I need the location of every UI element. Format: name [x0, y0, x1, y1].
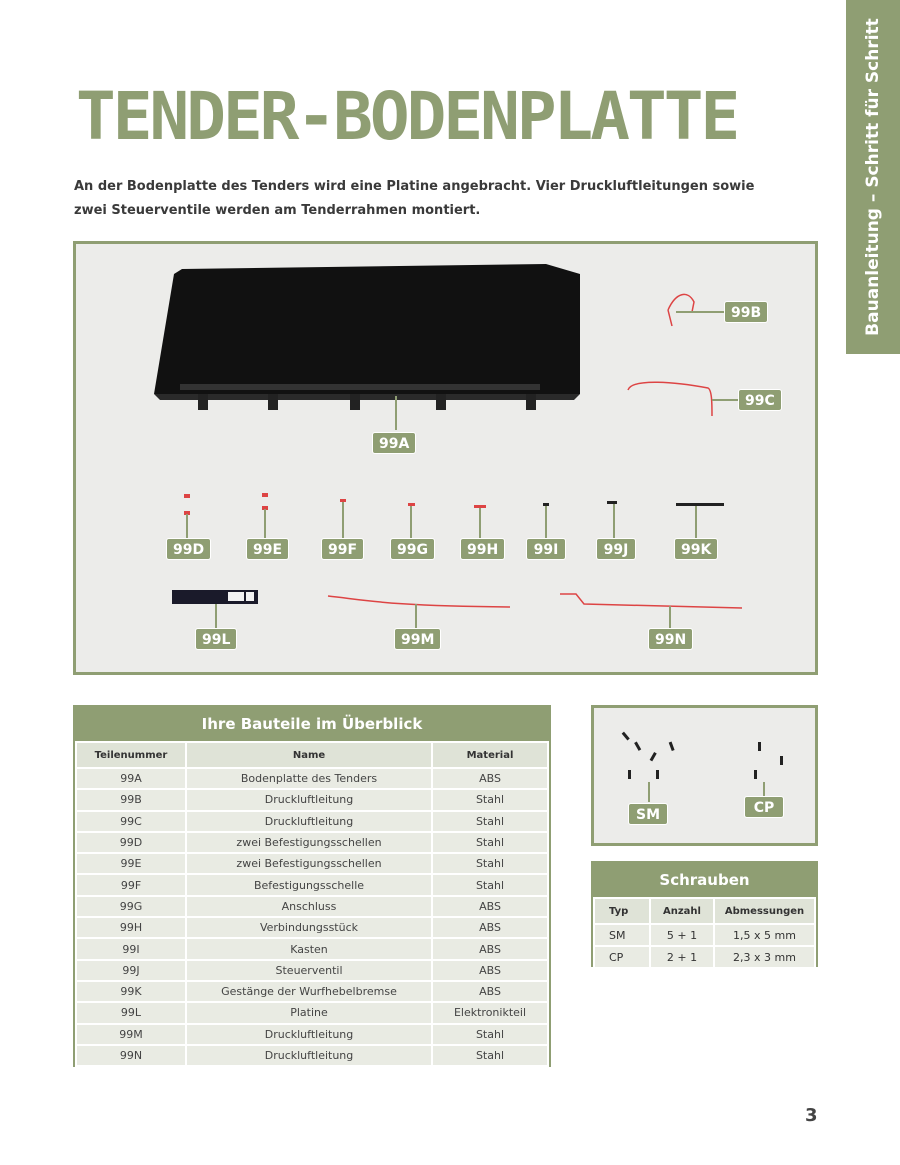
parts-table: [75, 741, 549, 1067]
parts-table-row-cell: ABS: [432, 960, 548, 981]
parts-table-row-cell: 99J: [76, 960, 186, 981]
label-cp: CP: [744, 796, 784, 818]
label-99k: 99K: [674, 538, 718, 560]
parts-header-material: Material: [432, 742, 548, 768]
parts-table-row-cell: ABS: [432, 938, 548, 959]
page-title: TENDER-BODENPLATTE: [76, 78, 738, 155]
parts-table-row-cell: ABS: [432, 896, 548, 917]
intro-text: An der Bodenplatte des Tenders wird eine Platine angebracht. Vier Druckluftleitungen sowie zwei Steuerventile werden am Tenderrahmen montiert.: [74, 179, 755, 218]
parts-table-row: [76, 960, 548, 981]
parts-table-row-cell: Stahl: [432, 1024, 548, 1045]
parts-table-row-cell: zwei Befestigungsschellen: [186, 853, 432, 874]
parts-table-row-cell: 99I: [76, 938, 186, 959]
parts-table-row-cell: Stahl: [432, 874, 548, 895]
side-chapter-tab: [846, 0, 900, 354]
parts-table-row-cell: Steuerventil: [186, 960, 432, 981]
label-99b: 99B: [724, 301, 768, 323]
parts-table-row-cell: 99K: [76, 981, 186, 1002]
label-sm: SM: [628, 803, 668, 825]
label-99f: 99F: [321, 538, 364, 560]
parts-table-header-row: [76, 742, 548, 768]
label-99a: 99A: [372, 432, 416, 454]
parts-table-row-cell: 99E: [76, 853, 186, 874]
parts-table-row: [76, 768, 548, 789]
parts-table-row-cell: Stahl: [432, 789, 548, 810]
screws-table-caption: Schrauben: [593, 863, 816, 897]
parts-table-row-cell: Anschluss: [186, 896, 432, 917]
parts-illustration: [76, 244, 815, 672]
parts-table-row-cell: 99B: [76, 789, 186, 810]
parts-table-row-cell: Druckluftleitung: [186, 811, 432, 832]
parts-table-row: [76, 789, 548, 810]
side-chapter-label: Bauanleitung – Schritt für Schritt: [863, 18, 883, 336]
label-99m: 99M: [394, 628, 441, 650]
screws-header-dimensions: Abmessungen: [714, 898, 815, 924]
label-99d: 99D: [166, 538, 211, 560]
parts-table-row-cell: 99L: [76, 1002, 186, 1023]
parts-photo: [73, 241, 818, 675]
parts-table-row-cell: 99M: [76, 1024, 186, 1045]
parts-header-number: Teilenummer: [76, 742, 186, 768]
label-99c: 99C: [738, 389, 782, 411]
parts-table-row-cell: 99N: [76, 1045, 186, 1066]
label-99g: 99G: [390, 538, 435, 560]
label-99l: 99L: [195, 628, 237, 650]
parts-table-row-cell: Stahl: [432, 811, 548, 832]
parts-table-row: [76, 896, 548, 917]
parts-table-row-cell: Befestigungsschelle: [186, 874, 432, 895]
page-number: 3: [805, 1105, 818, 1126]
parts-table-row: [76, 981, 548, 1002]
parts-table-row-cell: zwei Befestigungsschellen: [186, 832, 432, 853]
parts-table-row-cell: 99H: [76, 917, 186, 938]
screws-table-row-cell: 2,3 x 3 mm: [714, 946, 815, 968]
parts-table-box: [73, 705, 551, 1067]
label-99i: 99I: [526, 538, 566, 560]
screws-table-header-row: [594, 898, 815, 924]
parts-table-row-cell: Druckluftleitung: [186, 1045, 432, 1066]
parts-table-row-cell: Gestänge der Wurfhebelbremse: [186, 981, 432, 1002]
parts-table-row-cell: Platine: [186, 1002, 432, 1023]
screws-table-row-cell: SM: [594, 924, 650, 946]
parts-table-row: [76, 1002, 548, 1023]
parts-table-row: [76, 938, 548, 959]
screws-table-row-cell: 2 + 1: [650, 946, 714, 968]
base-plate-graphic: [154, 264, 580, 410]
parts-table-row: [76, 853, 548, 874]
screws-table-row-cell: 5 + 1: [650, 924, 714, 946]
parts-table-row-cell: Bodenplatte des Tenders: [186, 768, 432, 789]
parts-table-row: [76, 832, 548, 853]
parts-table-row-cell: 99F: [76, 874, 186, 895]
parts-table-row-cell: 99C: [76, 811, 186, 832]
parts-table-row: [76, 874, 548, 895]
parts-table-row: [76, 917, 548, 938]
label-99h: 99H: [460, 538, 505, 560]
screws-table-row-cell: CP: [594, 946, 650, 968]
parts-table-row: [76, 1024, 548, 1045]
screws-table-box: [591, 861, 818, 967]
parts-table-row-cell: Kasten: [186, 938, 432, 959]
parts-table-row-cell: ABS: [432, 768, 548, 789]
parts-table-row: [76, 811, 548, 832]
parts-table-row-cell: Elektronikteil: [432, 1002, 548, 1023]
parts-table-row-cell: Verbindungsstück: [186, 917, 432, 938]
parts-table-row-cell: Stahl: [432, 853, 548, 874]
parts-table-row-cell: 99A: [76, 768, 186, 789]
parts-table-row-cell: Druckluftleitung: [186, 1024, 432, 1045]
parts-table-row-cell: ABS: [432, 981, 548, 1002]
screws-photo: [591, 705, 818, 846]
label-99e: 99E: [246, 538, 289, 560]
parts-table-row-cell: Druckluftleitung: [186, 789, 432, 810]
parts-table-row-cell: 99G: [76, 896, 186, 917]
parts-table-caption: Ihre Bauteile im Überblick: [75, 707, 549, 741]
label-99j: 99J: [596, 538, 636, 560]
screws-header-count: Anzahl: [650, 898, 714, 924]
screws-table-row-cell: 1,5 x 5 mm: [714, 924, 815, 946]
parts-table-row-cell: ABS: [432, 917, 548, 938]
screws-table-row: [594, 946, 815, 968]
parts-header-name: Name: [186, 742, 432, 768]
parts-table-row-cell: 99D: [76, 832, 186, 853]
screws-table-row: [594, 924, 815, 946]
screws-table: [593, 897, 816, 969]
parts-table-row-cell: Stahl: [432, 1045, 548, 1066]
screws-header-type: Typ: [594, 898, 650, 924]
parts-table-row: [76, 1045, 548, 1066]
parts-table-row-cell: Stahl: [432, 832, 548, 853]
label-99n: 99N: [648, 628, 693, 650]
